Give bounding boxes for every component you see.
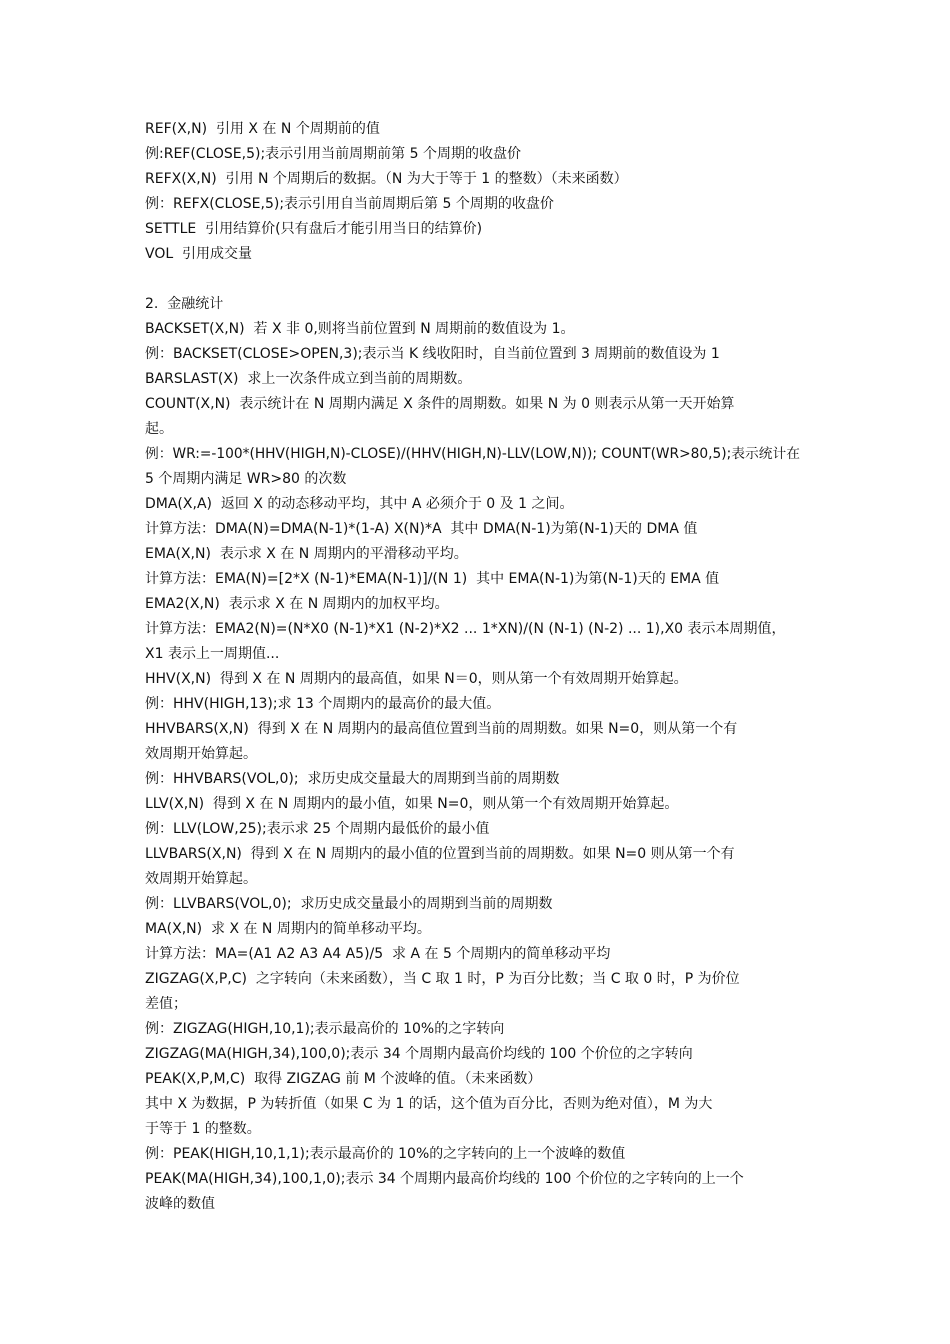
- text-line: 计算方法：EMA(N)=[2*X (N-1)*EMA(N-1)]/(N 1) 其中 EMA(N-1)为第(N-1)天的 EMA 值: [145, 571, 720, 587]
- text-line: PEAK(X,P,M,C) 取得 ZIGZAG 前 M 个波峰的值。（未来函数）: [145, 1071, 542, 1087]
- text-line: 例：WR:=-100*(HHV(HIGH,N)-CLOSE)/(HHV(HIGH,N)-LLV(LOW,N)); COUNT(WR>80,5);表示统计在: [145, 446, 800, 462]
- text-line: 其中 X 为数据，P 为转折值（如果 C 为 1 的话，这个值为百分比，否则为绝对值），M 为大: [145, 1096, 713, 1112]
- text-line: 例：ZIGZAG(HIGH,10,1);表示最高价的 10%的之字转向: [145, 1021, 505, 1037]
- text-line: 例：REFX(CLOSE,5);表示引用自当前周期后第 5 个周期的收盘价: [145, 196, 554, 212]
- text-line: X1 表示上一周期值...: [145, 646, 280, 662]
- document-body: [145, 117, 810, 1217]
- text-line: REFX(X,N) 引用 N 个周期后的数据。（N 为大于等于 1 的整数）（未来函数）: [145, 171, 628, 187]
- text-line: EMA2(X,N) 表示求 X 在 N 周期内的加权平均。: [145, 596, 449, 612]
- text-line: 例：PEAK(HIGH,10,1,1);表示最高价的 10%的之字转向的上一个波峰的数值: [145, 1146, 626, 1162]
- text-line: 效周期开始算起。: [145, 746, 257, 762]
- text-line: HHV(X,N) 得到 X 在 N 周期内的最高值，如果 N＝0，则从第一个有效周期开始算起。: [145, 671, 688, 687]
- blank-line: [145, 267, 810, 292]
- text-line: PEAK(MA(HIGH,34),100,1,0);表示 34 个周期内最高价均线的 100 个价位的之字转向的上一个: [145, 1171, 744, 1187]
- text-line: 例：LLVBARS(VOL,0); 求历史成交量最小的周期到当前的周期数: [145, 896, 553, 912]
- text-line: BACKSET(X,N) 若 X 非 0,则将当前位置到 N 周期前的数值设为 1。: [145, 321, 575, 337]
- text-line: 计算方法：DMA(N)=DMA(N-1)*(1-A) X(N)*A 其中 DMA(N-1)为第(N-1)天的 DMA 值: [145, 521, 698, 537]
- text-line: MA(X,N) 求 X 在 N 周期内的简单移动平均。: [145, 921, 431, 937]
- text-line: 于等于 1 的整数。: [145, 1121, 261, 1137]
- text-line: COUNT(X,N) 表示统计在 N 周期内满足 X 条件的周期数。如果 N 为 0 则表示从第一天开始算: [145, 396, 735, 412]
- text-line: 例：HHV(HIGH,13);求 13 个周期内的最高价的最大值。: [145, 696, 501, 712]
- text-line: ZIGZAG(X,P,C) 之字转向（未来函数），当 C 取 1 时，P 为百分比数；当 C 取 0 时，P 为价位: [145, 971, 740, 987]
- text-line: 2. 金融统计: [145, 296, 224, 312]
- text-line: 起。: [145, 421, 173, 437]
- text-line: VOL 引用成交量: [145, 246, 253, 262]
- text-line: 效周期开始算起。: [145, 871, 257, 887]
- text-line: 计算方法：MA=(A1 A2 A3 A4 A5)/5 求 A 在 5 个周期内的简单移动平均: [145, 946, 611, 962]
- text-line: 例：LLV(LOW,25);表示求 25 个周期内最低价的最小值: [145, 821, 490, 837]
- text-line: SETTLE 引用结算价(只有盘后才能引用当日的结算价): [145, 221, 483, 237]
- text-line: ZIGZAG(MA(HIGH,34),100,0);表示 34 个周期内最高价均线的 100 个价位的之字转向: [145, 1046, 693, 1062]
- text-line: BARSLAST(X) 求上一次条件成立到当前的周期数。: [145, 371, 472, 387]
- text-line: EMA(X,N) 表示求 X 在 N 周期内的平滑移动平均。: [145, 546, 468, 562]
- text-line: HHVBARS(X,N) 得到 X 在 N 周期内的最高值位置到当前的周期数。如果 N=0，则从第一个有: [145, 721, 738, 737]
- text-line: 例：BACKSET(CLOSE>OPEN,3);表示当 K 线收阳时，自当前位置到 3 周期前的数值设为 1: [145, 346, 720, 362]
- text-line: DMA(X,A) 返回 X 的动态移动平均，其中 A 必须介于 0 及 1 之间。: [145, 496, 574, 512]
- text-line: 波峰的数值: [145, 1196, 215, 1212]
- text-line: 5 个周期内满足 WR>80 的次数: [145, 471, 347, 487]
- text-line: LLV(X,N) 得到 X 在 N 周期内的最小值，如果 N=0，则从第一个有效周期开始算起。: [145, 796, 679, 812]
- text-line: 差值；: [145, 996, 187, 1012]
- text-line: 计算方法：EMA2(N)=(N*X0 (N-1)*X1 (N-2)*X2 ... 1*XN)/(N (N-1) (N-2) ... 1),X0 表示本周期值，: [145, 621, 786, 637]
- text-line: LLVBARS(X,N) 得到 X 在 N 周期内的最小值的位置到当前的周期数。如果 N=0 则从第一个有: [145, 846, 735, 862]
- text-line: 例：HHVBARS(VOL,0); 求历史成交量最大的周期到当前的周期数: [145, 771, 560, 787]
- text-line: REF(X,N) 引用 X 在 N 个周期前的值: [145, 121, 380, 137]
- text-line: 例:REF(CLOSE,5);表示引用当前周期前第 5 个周期的收盘价: [145, 146, 521, 162]
